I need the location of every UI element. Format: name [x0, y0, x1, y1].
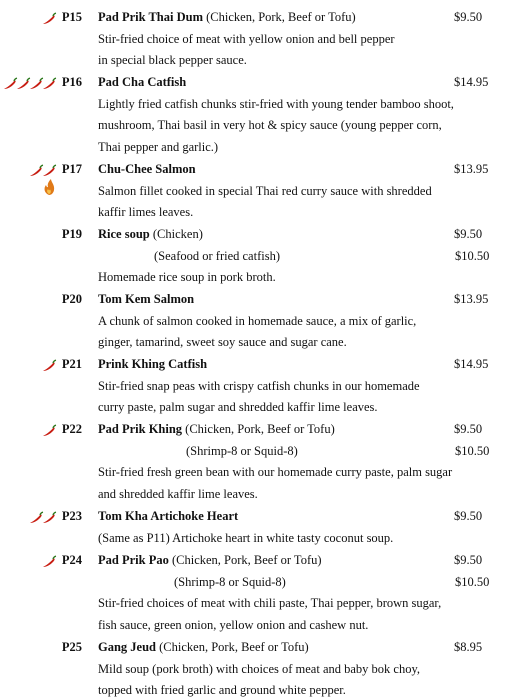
item-description-line: Thai pepper and garlic.): [98, 139, 219, 154]
item-name: Pad Prik Pao: [98, 553, 169, 567]
spice-level: [41, 424, 54, 438]
item-description-line: Stir-fried choices of meat with chili paste, Thai pepper, brown sugar,: [98, 596, 442, 611]
item-code: P17: [61, 162, 82, 176]
item-price: $9.50: [454, 10, 483, 24]
item-name: Pad Prik Thai Dum: [98, 10, 203, 24]
chili-pepper-icon: [41, 511, 57, 525]
item-code: P21: [61, 357, 82, 371]
item-price: $13.95: [454, 292, 489, 306]
item-name: Prink Khing Catfish: [98, 357, 208, 371]
item-description-line: Lightly fried catfish chunks stir-fried with young tender bamboo shoot,: [98, 96, 454, 111]
item-extra-option: (Shrimp-8 or Squid-8): [186, 443, 298, 458]
item-title-line: [98, 422, 335, 437]
item-title-line: [98, 509, 238, 524]
item-extra-option: (Seafood or fried catfish): [154, 248, 280, 263]
item-description-line: Stir-fried snap peas with crispy catfish chunks in our homemade: [98, 378, 420, 393]
item-title-line: [98, 640, 309, 655]
chili-pepper-icon: [41, 12, 57, 26]
item-description-line: kaffir limes leaves.: [98, 205, 194, 220]
item-description-line: and shredded kaffir lime leaves.: [98, 486, 258, 501]
spice-level: [2, 77, 54, 91]
item-price: $9.50: [454, 227, 483, 241]
item-price: $8.95: [454, 640, 483, 654]
item-title-line: [98, 227, 203, 242]
item-extra-price: $10.50: [455, 248, 490, 263]
item-title-line: [98, 357, 207, 372]
item-price: $14.95: [454, 357, 489, 371]
chili-pepper-icon: [41, 77, 57, 91]
item-code: P15: [61, 10, 82, 24]
item-description-line: (Same as P11) Artichoke heart in white tasty coconut soup.: [98, 530, 394, 545]
item-name: Chu-Chee Salmon: [98, 162, 196, 176]
item-extra-price: $10.50: [455, 443, 490, 458]
item-options: (Chicken, Pork, Beef or Tofu): [206, 10, 356, 24]
item-description-line: in special black pepper sauce.: [98, 53, 247, 68]
item-description-line: Stir-fried choice of meat with yellow onion and bell pepper: [98, 31, 395, 46]
item-description-line: ginger, tamarind, sweet soy sauce and sugar cane.: [98, 335, 347, 350]
item-description-line: mushroom, Thai basil in very hot & spicy sauce (young pepper corn,: [98, 118, 442, 133]
item-code: P16: [61, 75, 82, 89]
item-name: Tom Kha Artichoke Heart: [98, 509, 239, 523]
item-name: Pad Cha Catfish: [98, 75, 187, 89]
item-name: Gang Jeud: [98, 640, 157, 654]
chili-pepper-icon: [41, 424, 57, 438]
item-code: P23: [61, 509, 82, 523]
item-description-line: Stir-fried fresh green bean with our homemade curry paste, palm sugar: [98, 465, 453, 480]
item-title-line: [98, 553, 322, 568]
item-description-line: fish sauce, green onion, yellow onion and cashew nut.: [98, 617, 369, 632]
item-price: $13.95: [454, 162, 489, 176]
chili-pepper-icon: [41, 555, 57, 569]
item-options: (Chicken, Pork, Beef or Tofu): [185, 422, 335, 436]
item-options: (Chicken): [152, 227, 203, 241]
chili-pepper-icon: [41, 164, 57, 178]
item-name: Tom Kem Salmon: [98, 292, 195, 306]
item-code: P19: [61, 227, 82, 241]
item-description-line: curry paste, palm sugar and shredded kaffir lime leaves.: [98, 400, 378, 415]
chili-pepper-icon: [41, 359, 57, 373]
item-extra-option: (Shrimp-8 or Squid-8): [174, 574, 286, 589]
item-options: (Chicken, Pork, Beef or Tofu): [159, 640, 309, 654]
flame-icon: [42, 178, 56, 196]
item-code: P22: [61, 422, 82, 436]
spice-level: [41, 359, 54, 373]
item-options: (Chicken, Pork, Beef or Tofu): [171, 553, 322, 567]
item-title-line: [98, 292, 194, 307]
item-price: $9.50: [454, 553, 483, 567]
item-title-line: [98, 75, 186, 90]
spice-level: [28, 511, 54, 525]
item-description-line: Mild soup (pork broth) with choices of meat and baby bok choy,: [98, 661, 421, 676]
spice-level: [41, 555, 54, 569]
item-price: $9.50: [454, 422, 483, 436]
item-name: Pad Prik Khing: [98, 422, 183, 436]
item-description-line: Salmon fillet cooked in special Thai red curry sauce with shredded: [98, 183, 432, 198]
item-price: $14.95: [454, 75, 489, 89]
item-extra-price: $10.50: [455, 574, 490, 589]
item-description-line: topped with fried garlic and ground white pepper.: [98, 683, 346, 698]
item-code: P25: [61, 640, 82, 654]
item-price: $9.50: [454, 509, 483, 523]
item-description-line: Homemade rice soup in pork broth.: [98, 270, 276, 285]
item-title-line: [98, 10, 356, 25]
spice-level: [41, 12, 54, 26]
item-code: P20: [61, 292, 82, 306]
item-code: P24: [61, 553, 82, 567]
item-title-line: [98, 162, 196, 177]
item-name: Rice soup: [98, 227, 150, 241]
spice-level: [28, 164, 54, 178]
item-description-line: A chunk of salmon cooked in homemade sauce, a mix of garlic,: [98, 313, 417, 328]
